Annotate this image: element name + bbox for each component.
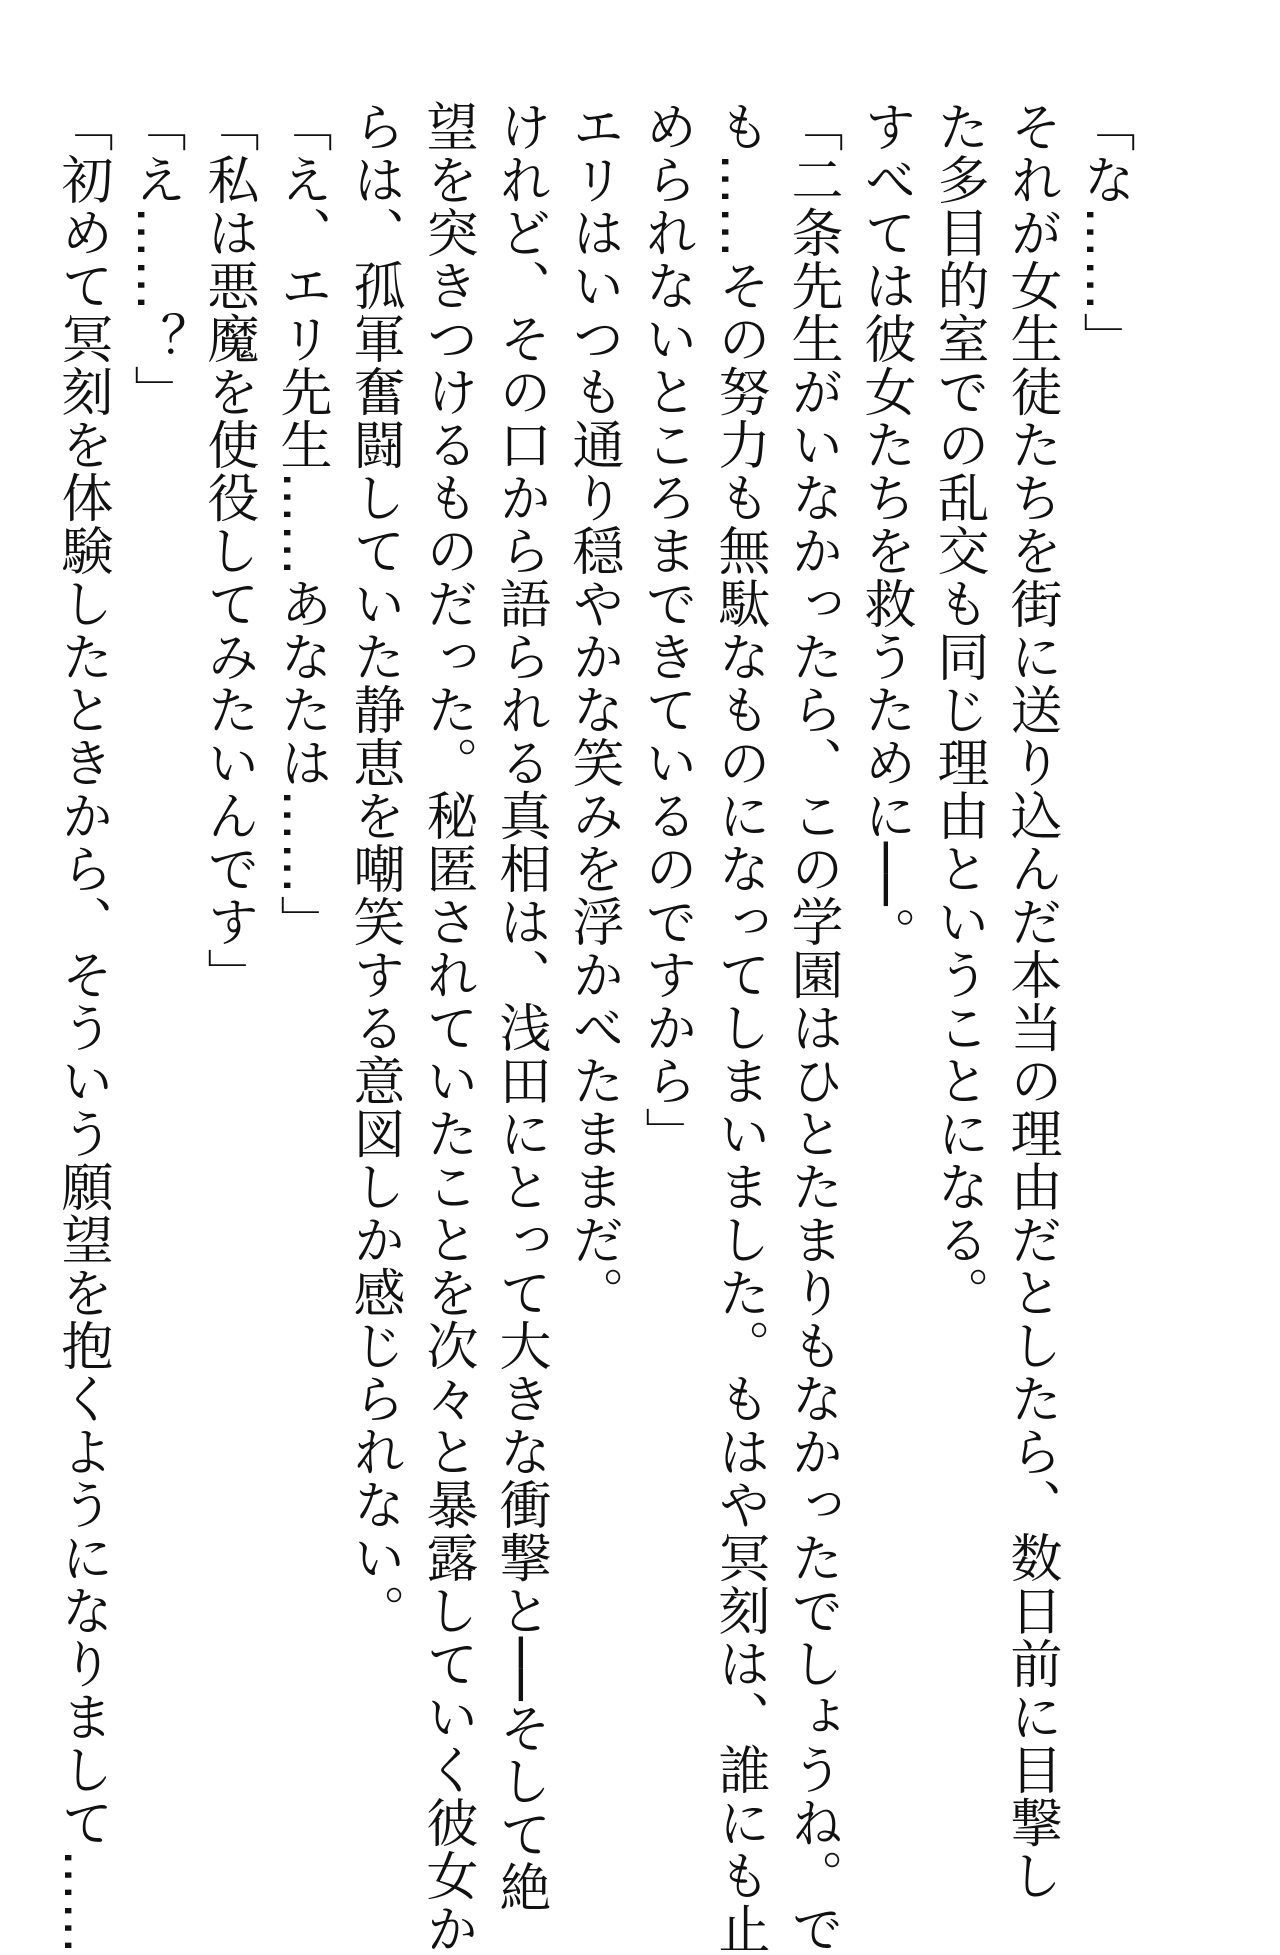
text-line-9: けれど、その口から語られる真相は、浅田にとって大きな衝撃と──そして絶: [490, 100, 550, 1914]
text-line-3: た多目的室での乱交も同じ理由ということになる。: [928, 100, 988, 1319]
text-line-10: 望を突きつけるものだった。秘匿されていたことを次々と暴露していく彼女か: [417, 100, 477, 1955]
text-line-13: 「私は悪魔を使役してみたいんです」: [198, 100, 258, 1001]
text-line-15: 「初めて冥刻を体験したときから、そういう願望を抱くようになりまして……: [52, 100, 112, 1955]
text-line-11: らは、孤軍奮闘していた静恵を嘲笑する意図しか感じられない。: [344, 100, 404, 1637]
text-line-4: すべては彼女たちを救うために──。: [855, 100, 915, 960]
text-line-8: エリはいつも通り穏やかな笑みを浮かべたままだ。: [563, 100, 623, 1319]
text-line-6: も……その努力も無駄なものになってしまいました。もはや冥刻は、誰にも止: [709, 100, 769, 1955]
vertical-text-body: [45, 100, 1140, 1955]
text-line-14: 「え……？」: [125, 100, 185, 418]
text-line-2: それが女生徒たちを街に送り込んだ本当の理由だとしたら、数日前に目撃し: [1001, 100, 1061, 1902]
text-line-12: 「え、エリ先生……あなたは……」: [271, 100, 331, 948]
text-line-5: 「二条先生がいなかったら、この学園はひとたまりもなかったでしょうね。で: [782, 100, 842, 1955]
text-line-7: められないところまできているのですから」: [636, 100, 696, 1160]
text-line-1: 「な……」: [1074, 100, 1134, 365]
